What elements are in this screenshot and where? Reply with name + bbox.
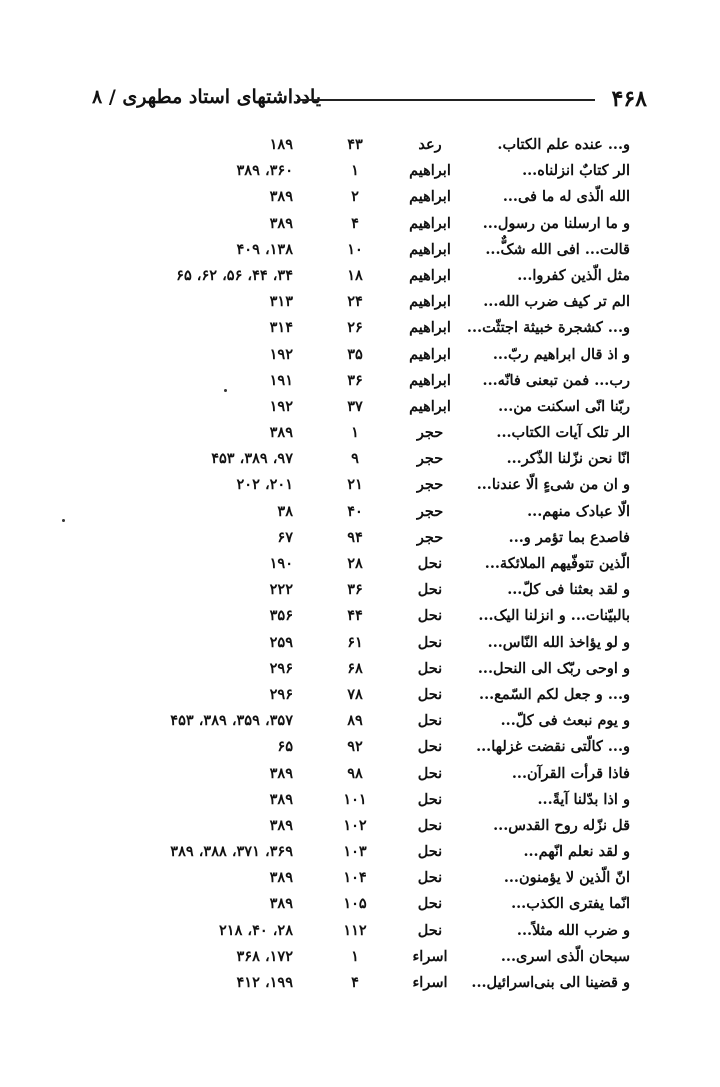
page-references: ۳۶۰، ۳۸۹ (236, 162, 293, 180)
index-row (0, 394, 720, 420)
ayah-number: ۴۰ (347, 502, 363, 520)
ayah-number: ۱۰۵ (343, 895, 367, 913)
page-references: ۳۸۹ (269, 869, 293, 887)
ayah-number: ۹۲ (347, 738, 363, 756)
verse-phrase: و قضینا الی بنی‌اسرائیل... (471, 974, 630, 991)
ayah-number: ۲۱ (347, 476, 363, 494)
ayah-number: ۱ (351, 947, 359, 965)
ayah-number: ۳۵ (347, 345, 363, 363)
verse-phrase: مثل الّذین کفروا... (517, 266, 630, 284)
page-references: ۲۸، ۴۰، ۲۱۸ (219, 921, 293, 939)
page-references: ۱۹۲ (269, 397, 293, 415)
ayah-number: ۸۹ (347, 712, 363, 730)
page-references: ۳۸۹ (269, 764, 293, 782)
page-references: ۱۳۸، ۴۰۹ (236, 240, 293, 258)
page-references: ۱۷۲، ۳۶۸ (236, 947, 293, 965)
page-references: ۳۴، ۴۴، ۵۶، ۶۲، ۶۵ (176, 266, 293, 284)
index-row (0, 237, 720, 263)
page-references: ۱۹۱ (269, 371, 293, 389)
surah-name: حجر (416, 502, 444, 520)
verse-phrase: فاذا قرأت القرآن... (511, 764, 630, 782)
surah-name: ابراهیم (409, 345, 451, 363)
verse-phrase: الر تلک آیات الکتاب... (496, 424, 630, 442)
speck-mark (62, 519, 65, 522)
index-row (0, 315, 720, 341)
surah-name: ابراهیم (409, 319, 451, 337)
surah-name: اسراء (412, 947, 448, 965)
verse-phrase: ربّنا انّی اسکنت من... (498, 397, 630, 415)
verse-index-table (0, 132, 720, 996)
surah-name: نحل (417, 555, 443, 572)
index-row (0, 158, 720, 184)
page-references: ۳۱۳ (269, 293, 293, 311)
page-references: ۳۶۹، ۳۷۱، ۳۸۸، ۳۸۹ (170, 843, 293, 861)
index-row (0, 525, 720, 551)
surah-name: نحل (417, 895, 443, 913)
index-row (0, 761, 720, 787)
surah-name: نحل (417, 738, 443, 756)
page-references: ۳۸۹ (269, 790, 293, 808)
verse-phrase: و... کالّتی نقضت غزلها... (476, 738, 630, 756)
surah-name: حجر (416, 476, 444, 494)
ayah-number: ۱۱۲ (343, 921, 367, 939)
verse-phrase: و ضرب الله مثلاً... (516, 921, 630, 939)
verse-phrase: الّا عبادک منهم... (527, 502, 630, 520)
page-references: ۳۸ (277, 502, 293, 520)
page-references: ۹۷، ۳۸۹، ۴۵۳ (211, 450, 293, 468)
verse-phrase: الم تر کیف ضرب الله... (483, 293, 630, 311)
surah-name: نحل (417, 659, 443, 677)
ayah-number: ۱۸ (347, 266, 363, 284)
index-row (0, 918, 720, 944)
verse-phrase: انّما یفتری الکذب... (511, 895, 630, 913)
index-row (0, 551, 720, 577)
verse-phrase: قل نزّله روح القدس... (493, 816, 630, 834)
page-references: ۲۹۶ (269, 659, 293, 677)
verse-phrase: فاصدع بما تؤمر و... (508, 528, 630, 546)
running-title: یادداشتهای استاد مطهری / ۸ (92, 86, 322, 108)
page-references: ۲۹۶ (269, 685, 293, 703)
page-references: ۳۵۷، ۳۵۹، ۳۸۹، ۴۵۳ (170, 712, 293, 730)
index-row (0, 944, 720, 970)
ayah-number: ۳۶ (347, 371, 363, 389)
page-references: ۶۵ (277, 738, 293, 756)
index-row (0, 472, 720, 498)
ayah-number: ۷۸ (347, 685, 363, 703)
page-references: ۱۹۰ (269, 555, 293, 572)
index-row (0, 211, 720, 237)
index-row (0, 368, 720, 394)
surah-name: ابراهیم (409, 293, 451, 311)
page-references: ۱۹۲ (269, 345, 293, 363)
verse-phrase: و لو یؤاخذ الله النّاس... (487, 633, 630, 651)
page-references: ۳۸۹ (269, 424, 293, 442)
page-references: ۳۸۹ (269, 214, 293, 232)
index-row (0, 787, 720, 813)
surah-name: نحل (417, 816, 443, 834)
verse-phrase: قالت... افی الله شکٌّ... (485, 240, 630, 258)
surah-name: نحل (417, 581, 443, 599)
index-row (0, 342, 720, 368)
ayah-number: ۱۰۳ (343, 843, 367, 861)
ayah-number: ۱ (351, 162, 359, 180)
page-references: ۲۲۲ (269, 581, 293, 599)
page-references: ۳۱۴ (269, 319, 293, 337)
ayah-number: ۱ (351, 424, 359, 442)
verse-phrase: و لقد نعلم انّهم... (523, 843, 630, 861)
ayah-number: ۹۴ (347, 528, 363, 546)
index-row (0, 839, 720, 865)
ayah-number: ۲۴ (347, 293, 363, 311)
ayah-number: ۱۰۲ (343, 816, 367, 834)
page-references: ۳۵۶ (269, 607, 293, 625)
index-row (0, 289, 720, 315)
verse-phrase: بالبیّنات... و انزلنا الیک... (478, 607, 630, 625)
ayah-number: ۴ (351, 214, 359, 232)
verse-phrase: و یوم نبعث فی کلّ... (500, 712, 630, 730)
ayah-number: ۱۰ (347, 240, 363, 258)
index-row (0, 263, 720, 289)
surah-name: نحل (417, 921, 443, 939)
surah-name: ابراهیم (409, 240, 451, 258)
verse-phrase: و لقد بعثنا فی کلّ... (507, 581, 630, 599)
index-row (0, 970, 720, 996)
surah-name: ابراهیم (409, 162, 451, 180)
verse-phrase: و اوحی ربّک الی النحل... (477, 659, 630, 677)
verse-phrase: و... و جعل لکم السّمع... (479, 685, 630, 703)
page-references: ۲۰۱، ۲۰۲ (236, 476, 293, 494)
ayah-number: ۹ (351, 450, 359, 468)
page-header (92, 86, 647, 116)
surah-name: نحل (417, 764, 443, 782)
page-references: ۶۷ (277, 528, 293, 546)
ayah-number: ۴۴ (347, 607, 363, 625)
ayah-number: ۲۸ (347, 555, 363, 572)
page-references: ۲۵۹ (269, 633, 293, 651)
verse-phrase: الّذین تتوفّیهم الملائکة... (484, 555, 630, 572)
page-references: ۳۸۹ (269, 188, 293, 206)
verse-phrase: و اذ قال ابراهیم ربّ... (492, 345, 630, 363)
verse-phrase: و... عنده علم الکتاب. (497, 136, 630, 153)
ayah-number: ۹۸ (347, 764, 363, 782)
page-references: ۳۸۹ (269, 895, 293, 913)
ayah-number: ۴۳ (347, 136, 363, 153)
surah-name: نحل (417, 712, 443, 730)
ayah-number: ۳۶ (347, 581, 363, 599)
surah-name: نحل (417, 843, 443, 861)
index-row (0, 682, 720, 708)
index-row (0, 630, 720, 656)
index-row (0, 132, 720, 158)
ayah-number: ۴ (351, 974, 359, 991)
index-row (0, 813, 720, 839)
surah-name: حجر (416, 424, 444, 442)
surah-name: نحل (417, 607, 443, 625)
surah-name: نحل (417, 633, 443, 651)
surah-name: حجر (416, 528, 444, 546)
surah-name: اسراء (412, 974, 448, 991)
verse-phrase: رب... فمن تبعنی فانّه... (482, 371, 630, 389)
surah-name: ابراهیم (409, 266, 451, 284)
ayah-number: ۶۸ (347, 659, 363, 677)
page-references: ۱۸۹ (269, 136, 293, 153)
page-number: ۴۶۸ (611, 86, 647, 112)
speck-mark (224, 389, 227, 392)
index-row (0, 865, 720, 891)
surah-name: ابراهیم (409, 371, 451, 389)
index-row (0, 577, 720, 603)
surah-name: ابراهیم (409, 188, 451, 206)
header-rule (297, 99, 595, 101)
surah-name: حجر (416, 450, 444, 468)
surah-name: ابراهیم (409, 214, 451, 232)
index-row (0, 420, 720, 446)
index-row (0, 184, 720, 210)
ayah-number: ۲ (351, 188, 359, 206)
ayah-number: ۳۷ (347, 397, 363, 415)
index-row (0, 499, 720, 525)
index-row (0, 656, 720, 682)
ayah-number: ۱۰۱ (343, 790, 367, 808)
ayah-number: ۲۶ (347, 319, 363, 337)
page-references: ۳۸۹ (269, 816, 293, 834)
index-row (0, 734, 720, 760)
verse-phrase: الر کتابٌ انزلناه... (522, 162, 630, 180)
verse-phrase: و... کشجرة خبیثة اجتثّت... (466, 319, 630, 337)
index-row (0, 446, 720, 472)
surah-name: ابراهیم (409, 397, 451, 415)
surah-name: نحل (417, 790, 443, 808)
ayah-number: ۶۱ (347, 633, 363, 651)
verse-phrase: انّ الّذین لا یؤمنون... (503, 869, 630, 887)
verse-phrase: الله الّذی له ما فی... (502, 188, 630, 206)
index-row (0, 708, 720, 734)
verse-phrase: انّا نحن نزّلنا الذّکر... (506, 450, 630, 468)
index-row (0, 891, 720, 917)
surah-name: رعد (418, 136, 442, 153)
surah-name: نحل (417, 869, 443, 887)
verse-phrase: و ما ارسلنا من رسول... (482, 214, 630, 232)
verse-phrase: و اذا بدّلنا آیةً... (537, 790, 630, 808)
verse-phrase: سبحان الّذی اسری... (500, 947, 630, 965)
index-row (0, 603, 720, 629)
surah-name: نحل (417, 685, 443, 703)
verse-phrase: و ان من شیءٍ الّا عندنا... (476, 476, 630, 494)
ayah-number: ۱۰۴ (343, 869, 367, 887)
page-references: ۱۹۹، ۴۱۲ (236, 974, 293, 991)
